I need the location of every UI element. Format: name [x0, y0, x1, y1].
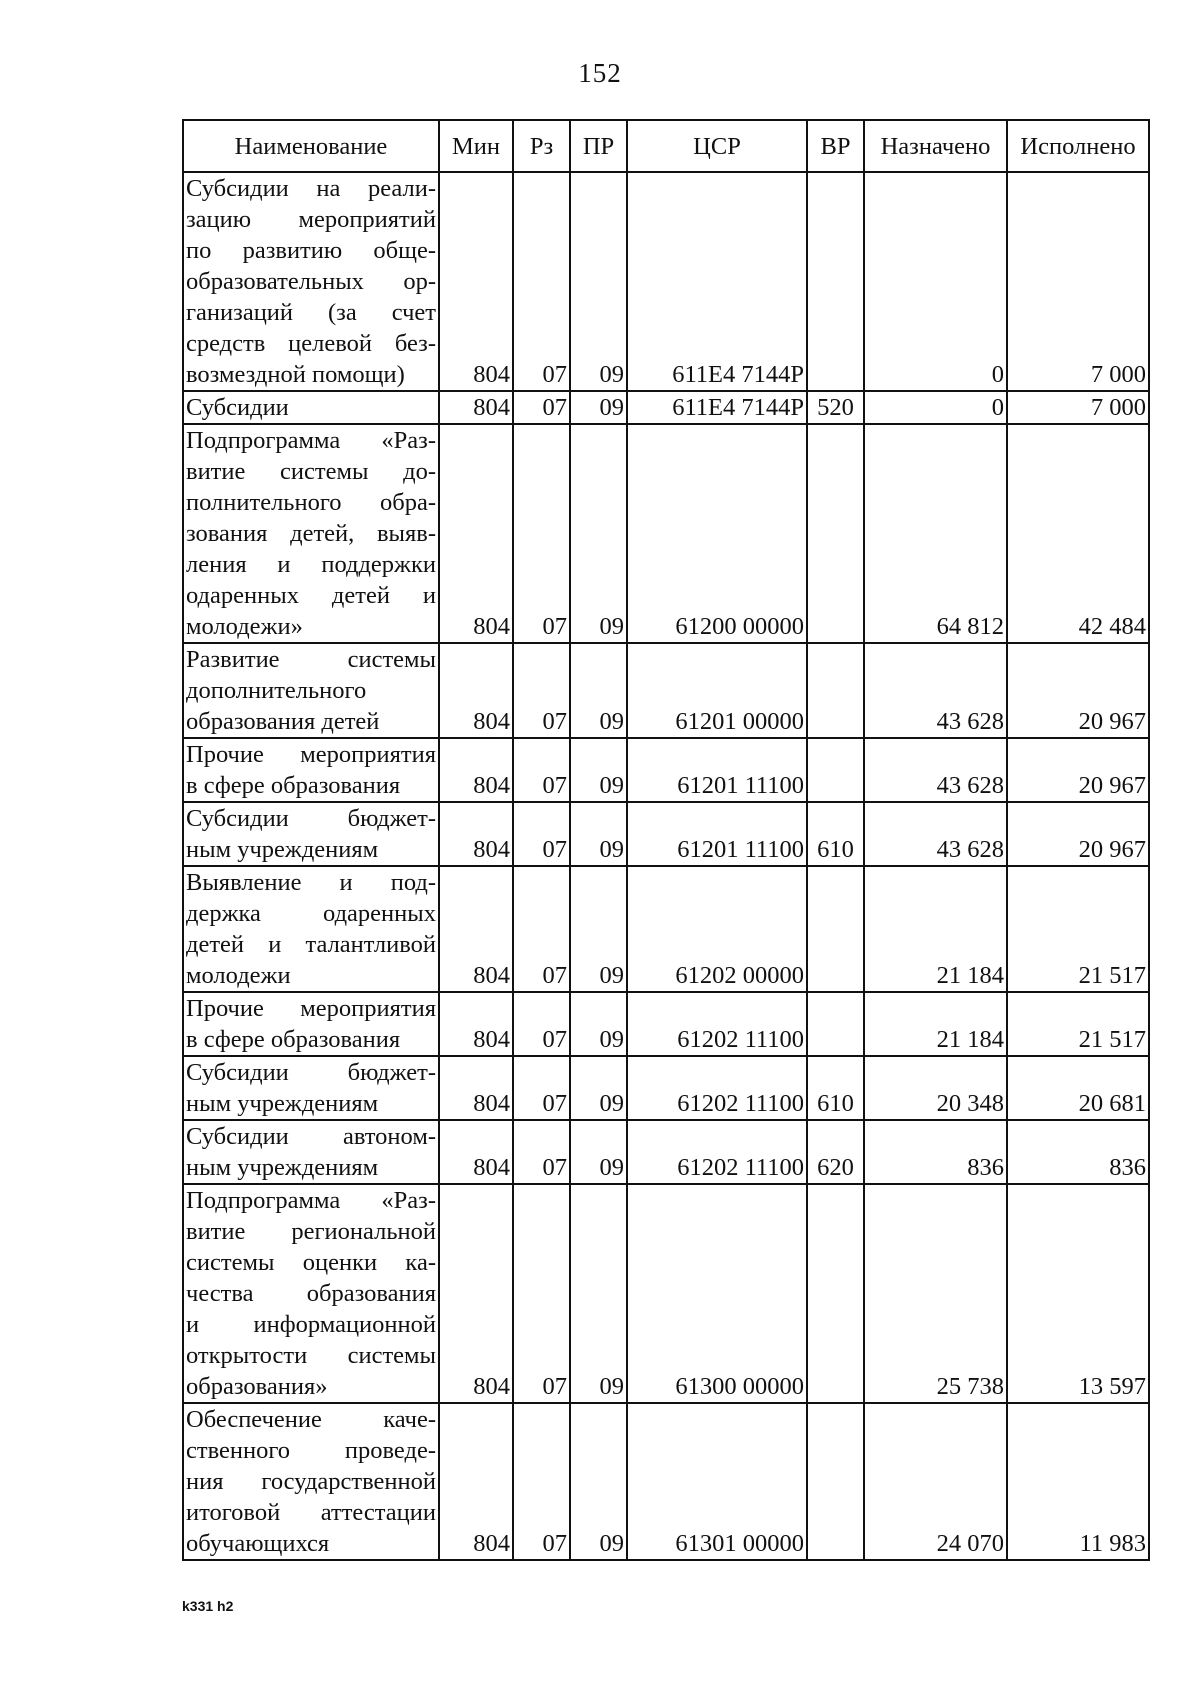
- cell-name-line: Субсидии бюджет-: [186, 1059, 436, 1086]
- table-row: [183, 643, 1149, 738]
- cell-vr: [807, 738, 864, 802]
- cell-vr: [807, 866, 864, 992]
- cell-vr: [807, 643, 864, 738]
- cell-rz: 07: [513, 1403, 570, 1560]
- cell-vr: 620: [807, 1120, 864, 1184]
- table-row: [183, 1403, 1149, 1560]
- cell-pr: 09: [570, 738, 627, 802]
- cell-pr: 09: [570, 1120, 627, 1184]
- cell-rz: 07: [513, 1184, 570, 1403]
- cell-rz: 07: [513, 802, 570, 866]
- cell-name-line: образовательных ор-: [186, 268, 436, 295]
- table-row: [183, 172, 1149, 391]
- cell-rz: 07: [513, 1056, 570, 1120]
- cell-name: [183, 1184, 439, 1403]
- cell-name: [183, 424, 439, 643]
- cell-name-line: Подпрограмма «Раз-: [186, 427, 436, 454]
- cell-pr: 09: [570, 1403, 627, 1560]
- cell-csr: 61202 11100: [627, 1056, 807, 1120]
- cell-executed: 42 484: [1007, 424, 1149, 643]
- cell-assigned: 21 184: [864, 866, 1007, 992]
- cell-pr: 09: [570, 391, 627, 424]
- cell-pr: 09: [570, 866, 627, 992]
- cell-name: [183, 1403, 439, 1560]
- cell-name: [183, 643, 439, 738]
- cell-executed: 13 597: [1007, 1184, 1149, 1403]
- table-row: [183, 992, 1149, 1056]
- cell-executed: 21 517: [1007, 866, 1149, 992]
- page-number: 152: [578, 58, 622, 88]
- cell-name-line: молодежи»: [186, 613, 303, 640]
- cell-pr: 09: [570, 424, 627, 643]
- cell-name-line: Прочие мероприятия: [186, 995, 436, 1022]
- cell-pr: 09: [570, 172, 627, 391]
- cell-name-line: ным учреждениям: [186, 1090, 379, 1117]
- cell-executed: 7 000: [1007, 391, 1149, 424]
- cell-min: 804: [439, 866, 513, 992]
- table-row: [183, 424, 1149, 643]
- cell-csr: 61202 00000: [627, 866, 807, 992]
- cell-name-line: Субсидии на реали-: [186, 175, 436, 202]
- cell-executed: 836: [1007, 1120, 1149, 1184]
- cell-assigned: 43 628: [864, 802, 1007, 866]
- cell-assigned: 0: [864, 172, 1007, 391]
- cell-name-line: образования детей: [186, 708, 380, 735]
- header-executed: Исполнено: [1007, 120, 1149, 172]
- cell-name: [183, 1056, 439, 1120]
- table-row: [183, 802, 1149, 866]
- budget-table: [182, 119, 1150, 1561]
- cell-name-line: зования детей, выяв-: [186, 520, 436, 547]
- cell-csr: 61201 00000: [627, 643, 807, 738]
- cell-name-line: Развитие системы: [186, 646, 436, 673]
- cell-min: 804: [439, 1184, 513, 1403]
- cell-min: 804: [439, 738, 513, 802]
- cell-name: [183, 391, 439, 424]
- cell-name: [183, 866, 439, 992]
- cell-name-line: по развитию обще-: [186, 237, 436, 264]
- cell-name: [183, 738, 439, 802]
- cell-vr: 610: [807, 1056, 864, 1120]
- cell-assigned: 21 184: [864, 992, 1007, 1056]
- cell-name-line: в сфере образования: [186, 772, 401, 799]
- cell-assigned: 0: [864, 391, 1007, 424]
- cell-rz: 07: [513, 643, 570, 738]
- table-header-row: [183, 120, 1149, 172]
- cell-vr: [807, 992, 864, 1056]
- cell-assigned: 24 070: [864, 1403, 1007, 1560]
- cell-name-line: полнительного обра-: [186, 489, 436, 516]
- cell-name-line: детей и талантливой: [186, 931, 436, 958]
- header-rz: Рз: [513, 120, 570, 172]
- cell-rz: 07: [513, 738, 570, 802]
- cell-name-line: витие региональной: [186, 1218, 436, 1245]
- cell-name: [183, 992, 439, 1056]
- cell-name-line: держка одаренных: [186, 900, 436, 927]
- cell-assigned: 836: [864, 1120, 1007, 1184]
- cell-executed: 20 967: [1007, 802, 1149, 866]
- cell-min: 804: [439, 992, 513, 1056]
- cell-csr: 61202 11100: [627, 992, 807, 1056]
- cell-vr: [807, 1403, 864, 1560]
- cell-csr: 61201 11100: [627, 738, 807, 802]
- cell-csr: 61301 00000: [627, 1403, 807, 1560]
- cell-name-line: средств целевой без-: [186, 330, 436, 357]
- cell-min: 804: [439, 391, 513, 424]
- cell-name-line: Прочие мероприятия: [186, 741, 436, 768]
- table-row: [183, 866, 1149, 992]
- cell-rz: 07: [513, 992, 570, 1056]
- cell-name-line: ления и поддержки: [186, 551, 436, 578]
- cell-name-line: Обеспечение каче-: [186, 1406, 436, 1433]
- cell-rz: 07: [513, 172, 570, 391]
- cell-name-line: итоговой аттестации: [186, 1499, 436, 1526]
- cell-pr: 09: [570, 643, 627, 738]
- table-body: [183, 172, 1149, 1560]
- cell-min: 804: [439, 424, 513, 643]
- cell-min: 804: [439, 172, 513, 391]
- table-row: [183, 738, 1149, 802]
- table-row: [183, 391, 1149, 424]
- cell-name-line: Субсидии автоном-: [186, 1123, 436, 1150]
- cell-name: [183, 802, 439, 866]
- footer-code: k331 h2: [182, 1598, 234, 1614]
- cell-rz: 07: [513, 866, 570, 992]
- cell-assigned: 20 348: [864, 1056, 1007, 1120]
- cell-executed: 11 983: [1007, 1403, 1149, 1560]
- cell-assigned: 43 628: [864, 738, 1007, 802]
- header-pr: ПР: [570, 120, 627, 172]
- cell-csr: 61201 11100: [627, 802, 807, 866]
- cell-name-line: ганизаций (за счет: [186, 299, 436, 326]
- cell-vr: 610: [807, 802, 864, 866]
- header-name: Наименование: [183, 120, 439, 172]
- cell-pr: 09: [570, 802, 627, 866]
- cell-min: 804: [439, 1056, 513, 1120]
- cell-assigned: 43 628: [864, 643, 1007, 738]
- cell-csr: 61300 00000: [627, 1184, 807, 1403]
- table-row: [183, 1184, 1149, 1403]
- header-vr: ВР: [807, 120, 864, 172]
- cell-pr: 09: [570, 992, 627, 1056]
- cell-pr: 09: [570, 1056, 627, 1120]
- cell-name-line: Субсидии: [186, 394, 289, 421]
- cell-csr: 61202 11100: [627, 1120, 807, 1184]
- cell-assigned: 64 812: [864, 424, 1007, 643]
- cell-min: 804: [439, 1120, 513, 1184]
- cell-name-line: ным учреждениям: [186, 1154, 379, 1181]
- cell-executed: 20 967: [1007, 738, 1149, 802]
- cell-name-line: системы оценки ка-: [186, 1249, 436, 1276]
- cell-rz: 07: [513, 424, 570, 643]
- cell-executed: 20 681: [1007, 1056, 1149, 1120]
- cell-name-line: ным учреждениям: [186, 836, 379, 863]
- cell-name-line: ственного проведе-: [186, 1437, 436, 1464]
- cell-csr: 611Е4 7144Р: [627, 172, 807, 391]
- cell-name: [183, 1120, 439, 1184]
- header-csr: ЦСР: [627, 120, 807, 172]
- cell-vr: [807, 172, 864, 391]
- cell-name-line: в сфере образования: [186, 1026, 401, 1053]
- cell-name-line: дополнительного: [186, 677, 367, 704]
- cell-name-line: ния государственной: [186, 1468, 436, 1495]
- cell-csr: 611Е4 7144Р: [627, 391, 807, 424]
- cell-name: [183, 172, 439, 391]
- cell-name-line: образования»: [186, 1373, 328, 1400]
- cell-name-line: открытости системы: [186, 1342, 436, 1369]
- cell-name-line: Субсидии бюджет-: [186, 805, 436, 832]
- table-row: [183, 1056, 1149, 1120]
- cell-name-line: молодежи: [186, 962, 291, 989]
- cell-rz: 07: [513, 1120, 570, 1184]
- cell-name-line: одаренных детей и: [186, 582, 436, 609]
- cell-executed: 20 967: [1007, 643, 1149, 738]
- cell-min: 804: [439, 1403, 513, 1560]
- cell-assigned: 25 738: [864, 1184, 1007, 1403]
- header-assigned: Назначено: [864, 120, 1007, 172]
- cell-pr: 09: [570, 1184, 627, 1403]
- cell-name-line: зацию мероприятий: [186, 206, 436, 233]
- cell-vr: [807, 424, 864, 643]
- cell-name-line: чества образования: [186, 1280, 436, 1307]
- cell-name-line: Выявление и под-: [186, 869, 436, 896]
- cell-vr: [807, 1184, 864, 1403]
- cell-name-line: Подпрограмма «Раз-: [186, 1187, 436, 1214]
- cell-executed: 7 000: [1007, 172, 1149, 391]
- cell-vr: 520: [807, 391, 864, 424]
- cell-csr: 61200 00000: [627, 424, 807, 643]
- cell-rz: 07: [513, 391, 570, 424]
- cell-name-line: и информационной: [186, 1311, 436, 1338]
- table-row: [183, 1120, 1149, 1184]
- cell-executed: 21 517: [1007, 992, 1149, 1056]
- cell-min: 804: [439, 802, 513, 866]
- cell-min: 804: [439, 643, 513, 738]
- cell-name-line: возмездной помощи): [186, 361, 405, 388]
- header-min: Мин: [439, 120, 513, 172]
- cell-name-line: витие системы до-: [186, 458, 436, 485]
- cell-name-line: обучающихся: [186, 1530, 330, 1557]
